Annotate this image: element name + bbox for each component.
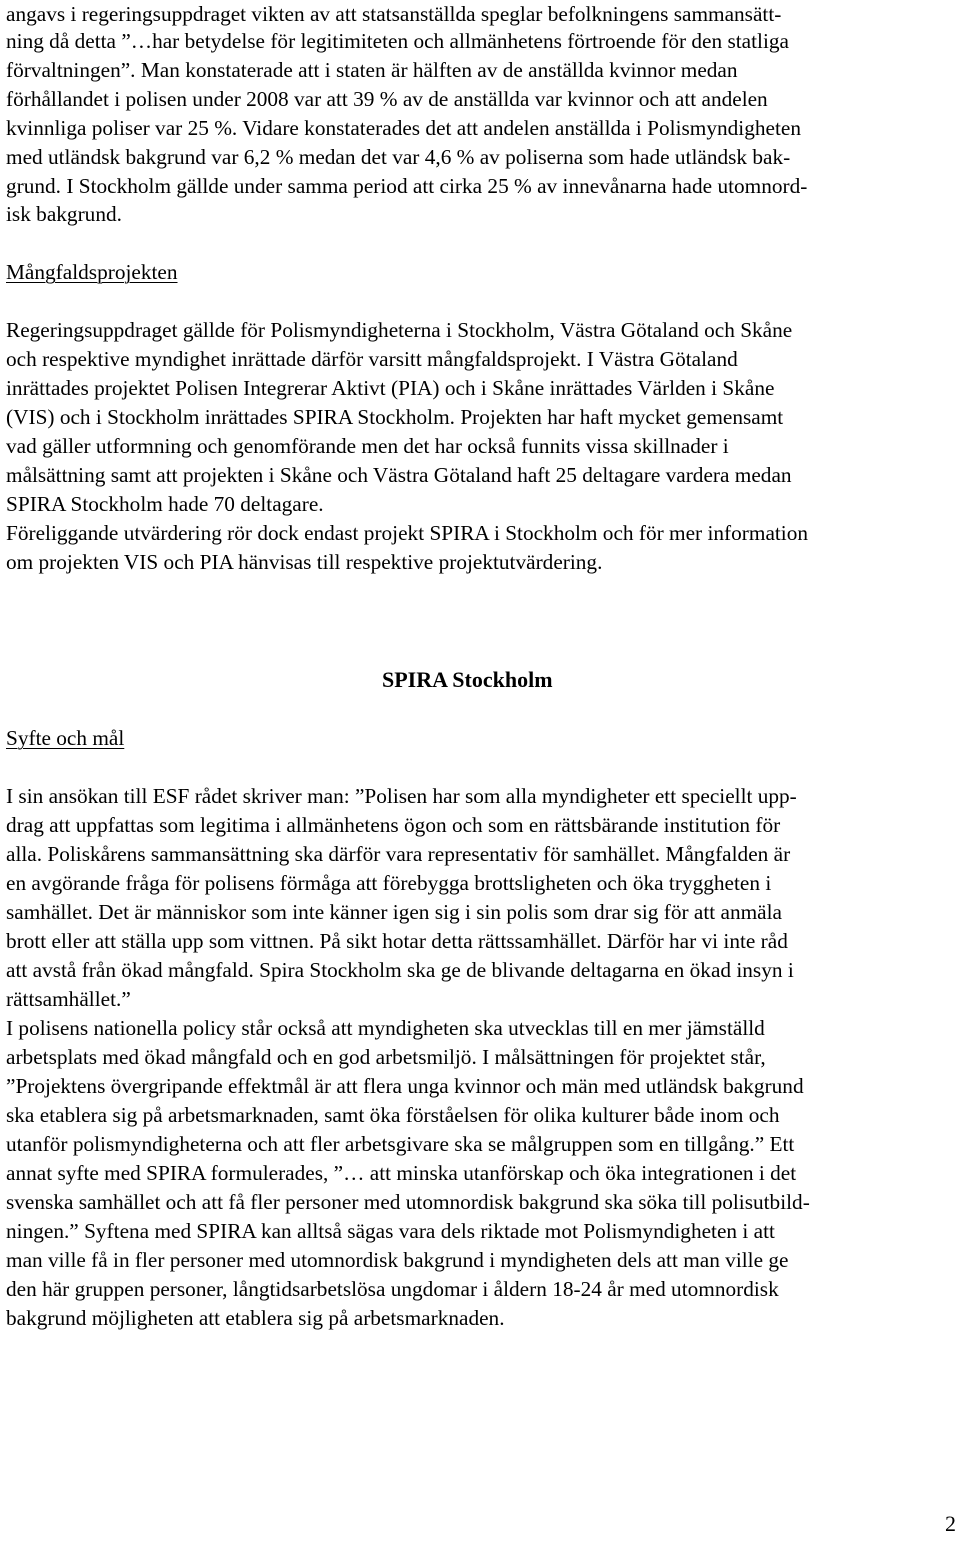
- chapter-title: SPIRA Stockholm: [382, 667, 553, 692]
- paragraph-line: målsättning samt att projekten i Skåne och Västra Götaland haft 25 deltagare vardera medan: [6, 463, 792, 487]
- paragraph-line: I sin ansökan till ESF rådet skriver man: ”Polisen har som alla myndigheter ett speciellt upp-: [6, 784, 797, 808]
- paragraph-line: isk bakgrund.: [6, 202, 122, 226]
- paragraph-line: Regeringsuppdraget gällde för Polismyndigheterna i Stockholm, Västra Götaland och Skåne: [6, 318, 793, 342]
- page-number: 2: [945, 1511, 956, 1536]
- paragraph-line: angavs i regeringsuppdraget vikten av att statsanställda speglar befolkningens sammansätt-: [6, 2, 782, 26]
- paragraph-line: om projekten VIS och PIA hänvisas till respektive projektutvärdering.: [6, 550, 603, 574]
- paragraph-line: att avstå från ökad mångfald. Spira Stockholm ska ge de blivande deltagarna en ökad insyn i: [6, 958, 794, 982]
- paragraph-line: Föreliggande utvärdering rör dock endast projekt SPIRA i Stockholm och för mer information: [6, 521, 809, 545]
- paragraph-line: drag att uppfattas som legitima i allmänhetens ögon och som en rättsbärande institution för: [6, 813, 781, 837]
- paragraph-line: rättsamhället.”: [6, 987, 131, 1011]
- paragraph-line: med utländsk bakgrund var 6,2 % medan det var 4,6 % av poliserna som hade utländsk bak-: [6, 145, 791, 169]
- paragraph-line: brott eller att ställa upp som vittnen. På sikt hotar detta rättssamhället. Därför har vi inte råd: [6, 929, 788, 953]
- paragraph-line: ska etablera sig på arbetsmarknaden, samt öka förståelsen för olika kulturer både inom och: [6, 1103, 780, 1127]
- paragraph-line: man ville få in fler personer med utomnordisk bakgrund i myndigheten dels att man ville ge: [6, 1248, 789, 1272]
- paragraph-line: arbetsplats med ökad mångfald och en god arbetsmiljö. I målsättningen för projektet står,: [6, 1045, 766, 1069]
- section-heading-purpose: Syfte och mål: [6, 726, 125, 750]
- paragraph-line: kvinnliga poliser var 25 %. Vidare konstaterades det att andelen anställda i Polismyndigheten: [6, 116, 801, 140]
- paragraph-line: I polisens nationella policy står också att myndigheten ska utvecklas till en mer jämställd: [6, 1016, 765, 1040]
- paragraph-line: ningen.” Syftena med SPIRA kan alltså sägas vara dels riktade mot Polismyndigheten i att: [6, 1219, 775, 1243]
- paragraph-line: utanför polismyndigheterna och att fler arbetsgivare ska se målgruppen som en tillgång.” Ett: [6, 1132, 795, 1156]
- paragraph-line: grund. I Stockholm gällde under samma period att cirka 25 % av innevånarna hade utomnord-: [6, 174, 808, 198]
- paragraph-line: förvaltningen”. Man konstaterade att i staten är hälften av de anställda kvinnor medan: [6, 58, 738, 82]
- section-heading-diversity: Mångfaldsprojekten: [6, 260, 178, 284]
- paragraph-line: den här gruppen personer, långtidsarbetslösa ungdomar i åldern 18-24 år med utomnordisk: [6, 1277, 779, 1301]
- paragraph-line: svenska samhället och att få fler personer med utomnordisk bakgrund ska söka till polisutbild-: [6, 1190, 810, 1214]
- paragraph-line: ”Projektens övergripande effektmål är att flera unga kvinnor och män med utländsk bakgrund: [6, 1074, 804, 1098]
- paragraph-line: SPIRA Stockholm hade 70 deltagare.: [6, 492, 324, 516]
- paragraph-line: vad gäller utformning och genomförande men det har också funnits vissa skillnader i: [6, 434, 729, 458]
- paragraph-line: (VIS) och i Stockholm inrättades SPIRA Stockholm. Projekten har haft mycket gemensamt: [6, 405, 784, 429]
- paragraph-line: bakgrund möjligheten att etablera sig på arbetsmarknaden.: [6, 1306, 505, 1330]
- paragraph-line: ning då detta ”…har betydelse för legitimiteten och allmänhetens förtroende för den statliga: [6, 29, 789, 53]
- paragraph-line: en avgörande fråga för polisens förmåga att förebygga brottsligheten och öka tryggheten i: [6, 871, 772, 895]
- paragraph-line: förhållandet i polisen under 2008 var att 39 % av de anställda var kvinnor och att andelen: [6, 87, 768, 111]
- paragraph-line: och respektive myndighet inrättade därför varsitt mångfaldsprojekt. I Västra Götaland: [6, 347, 738, 371]
- paragraph-line: annat syfte med SPIRA formulerades, ”… att minska utanförskap och öka integrationen i det: [6, 1161, 797, 1185]
- paragraph-line: samhället. Det är människor som inte känner igen sig i sin polis som drar sig för att anmäla: [6, 900, 782, 924]
- paragraph-line: alla. Poliskårens sammansättning ska därför vara representativ för samhället. Mångfalden är: [6, 842, 791, 866]
- paragraph-line: inrättades projektet Polisen Integrerar Aktivt (PIA) och i Skåne inrättades Världen i Skåne: [6, 376, 775, 400]
